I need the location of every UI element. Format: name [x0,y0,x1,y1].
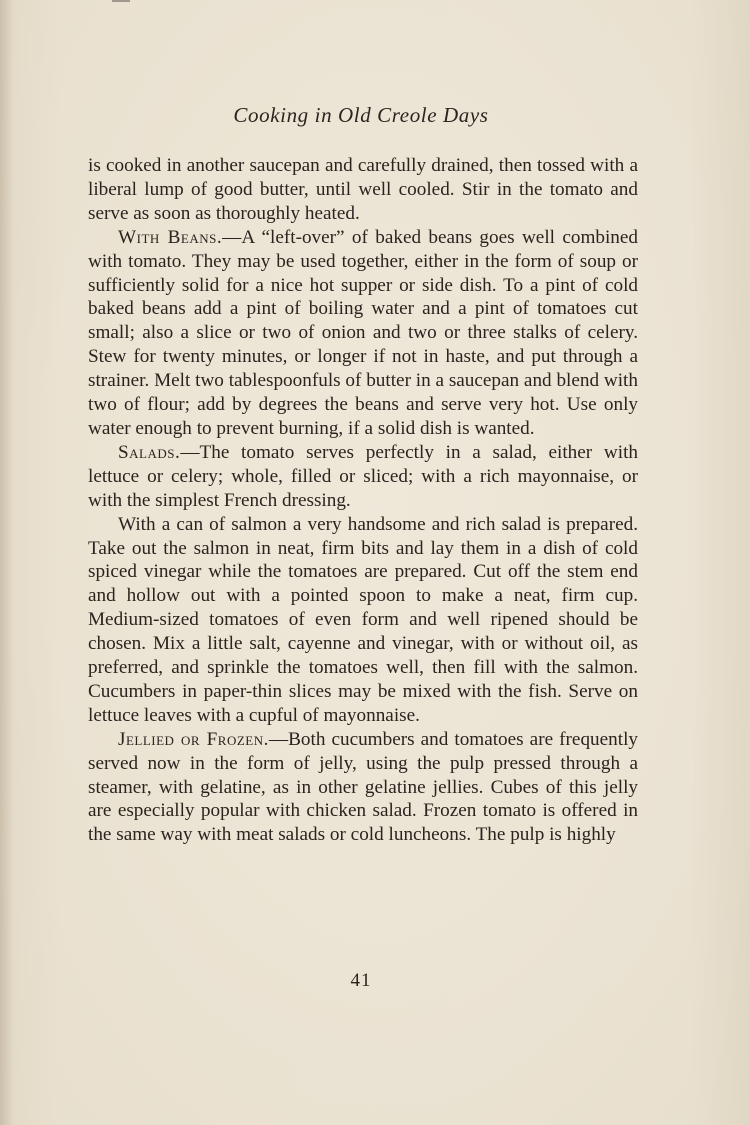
paragraph-text: is cooked in another saucepan and carefully drained, then tossed with a liberal lump of good butter, until well cooled. Stir in the tomato and serve as soon as thoroughly heated. [88,155,638,224]
paragraph-text: —A “left-over” of baked beans goes well combined with tomato. They may be used together, either in the form of soup or sufficiently solid for a nice hot supper or side dish. To a pint of cold baked beans add a pint of boiling water and a pint of tomatoes cut small; also a slice or two of onion and two or three stalks of celery. Stew for twenty minutes, or longer if not in haste, and put through a strainer. Melt two tablespoonfuls of butter in a saucepan and blend with two of flour; add by degrees the beans and serve very hot. Use only water enough to prevent burning, if a solid dish is wanted. [88,226,638,439]
paragraph-text: —Both cucumbers and tomatoes are frequently served now in the form of jelly, using the pulp pressed through a steamer, with gelatine, as in other gelatine jellies. Cubes of this jelly are especially popular with chicken salad. Frozen tomato is offered in the same way with meat salads or cold luncheons. The pulp is highly [88,728,638,846]
page-edge-mark [112,0,130,2]
paragraph-with-beans [88,226,638,441]
paragraph-jellied-or-frozen [88,728,638,848]
section-heading-salads: Salads. [118,441,181,463]
spine-shadow [0,0,14,1125]
section-heading-jellied-or-frozen: Jellied or Frozen. [118,728,269,750]
body-text [88,154,638,847]
page-number: 41 [350,970,372,991]
section-heading-with-beans: With Beans. [118,226,223,248]
paragraph-salads [88,441,638,513]
paragraph-text: With a can of salmon a very handsome and rich salad is prepared. Take out the salmon in neat, firm bits and lay them in a dish of cold spiced vinegar while the tomatoes are prepared. Cut off the stem end and hollow out with a pointed spoon to make a neat, firm cup. Medium-sized tomatoes of even form and well ripened should be chosen. Mix a little salt, cayenne and vinegar, with or without oil, as preferred, and sprinkle the tomatoes well, then fill with the salmon. Cucumbers in paper-thin slices may be mixed with the fish. Serve on lettuce leaves with a cupful of mayonnaise. [88,513,638,726]
paragraph-salmon-salad [88,513,638,728]
paragraph-text: —The tomato serves perfectly in a salad, either with lettuce or celery; whole, filled or sliced; with a rich mayonnaise, or with the simplest French dressing. [88,441,638,511]
paragraph-continuation [88,154,638,226]
running-head: Cooking in Old Creole Days [233,103,489,127]
